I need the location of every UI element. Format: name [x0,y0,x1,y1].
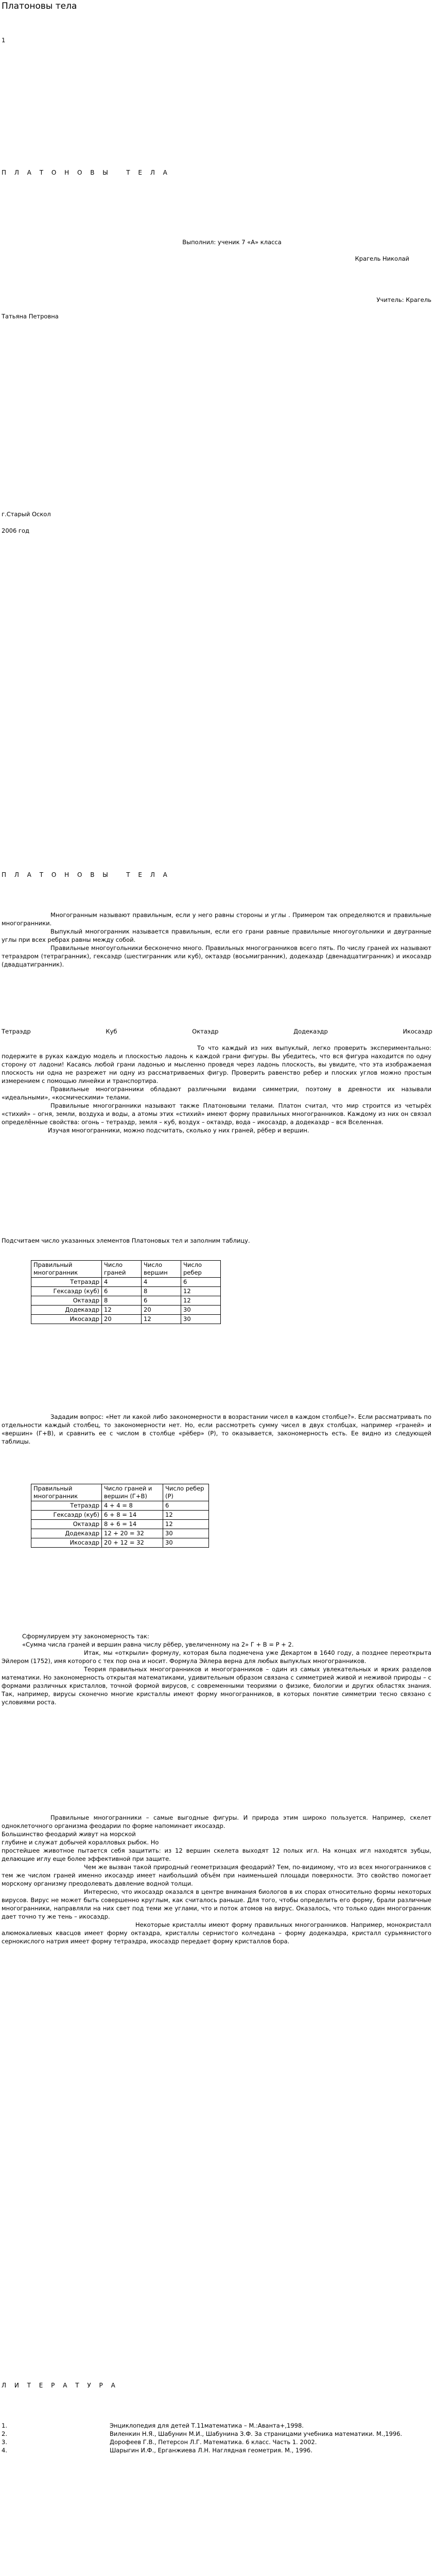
list-item [2,2438,431,2446]
list-item-text: Энциклопедия для детей Т.11математика – М.:Аванта+,1998. [110,2422,304,2429]
place: г.Старый Оскол [2,511,51,518]
body-text-2 [2,1413,431,1446]
intro-paragraph: Многогранным называют правильным, если у него равны стороны и углы . Примером так определяются и правильные многогранники. [2,911,431,927]
figure-label-octahedron: Октаэдр [192,1028,219,1035]
table-cell: Додекаэдр [31,1529,102,1538]
figure-label-tetrahedron: Тетраэдр [2,1028,31,1035]
table-cell: 8 + 6 = 14 [102,1520,163,1529]
table-cell: 20 [102,1315,142,1324]
body-paragraph: Интересно, что икосаэдр оказался в центре внимания биологов в их спорах относительно формы некоторых вирусов. Вирус не может быть совершенно круглым, как считалось раньше. Для того, чтобы определить его форму, брали различные многогранники, направляли на них свет под теми же углами, что и поток атомов на вирус. Оказалось, что только один многогранник дает точно ту же тень – икосаэдр. [2,1888,431,1920]
teacher-name: Татьяна Петровна [2,313,59,320]
list-item-text: Дорофеев Г.В., Петерсон Л.Г. Математика. 6 класс. Часть 1. 2002. [110,2438,317,2446]
table-cell: 12 [163,1511,209,1520]
list-item [2,2446,431,2454]
body-paragraph: Изучая многогранники, можно подсчитать, сколько у них граней, рёбер и вершин. [48,1127,309,1134]
list-item-text: Виленкин Н.Я., Шабунин М.И., Шабунина З.Ф. За страницами учебника математики. М.,1996. [110,2430,403,2437]
figure-label-cube: Куб [106,1028,117,1035]
list-item-number: 2. [2,2430,7,2437]
table-cell: 30 [163,1538,209,1548]
table-row [31,1306,221,1315]
page-number: 1 [2,37,6,44]
list-item-number: 4. [2,2447,7,2454]
table-cell: 6 + 8 = 14 [102,1511,163,1520]
body-paragraph: Чем же вызван такой природный геометризация феодарий? Тем, по-видимому, что из всех многогранников с тем же числом граней именно икосаэдр имеет наибольший объём при наименьшей площади поверхности. Это свойство помогает морскому организму преодолевать давление водной толщи. [2,1863,431,1887]
body-paragraph: Итак, мы «открыли» формулу, которая была подмечена уже Декартом в 1640 году, а позднее переоткрыта Эйлером (1752), имя которого с тех пор она и носит. Формула Эйлера верна для любых выпуклых многогранников. [2,1649,431,1665]
table-cell: 30 [181,1315,221,1324]
table-cell: 12 + 20 = 32 [102,1529,163,1538]
main-heading: П Л А Т О Н О В Ы Т Е Л А [2,169,170,176]
table-cell: 12 [181,1296,221,1306]
list-item [2,2430,431,2438]
table-cell: Гексаэдр (куб) [31,1287,102,1296]
table-row [31,1511,209,1520]
table-cell: 20 [142,1306,181,1315]
table-row [31,1538,209,1548]
table-cell: 8 [142,1287,181,1296]
document-title: Платоновы тела [2,1,77,11]
section-heading: П Л А Т О Н О В Ы Т Е Л А [2,871,170,878]
elements-table [31,1260,221,1324]
table-header-cell: Правильный многогранник [31,1261,102,1278]
body-paragraph: Правильные многогранники называют также Платоновыми телами. Платон считал, что мир строится из четырёх «стихий» – огня, земли, воздуха и воды, а атомы этих «стихий» имеют форму правильных многогранников. Каждому из них он связал определённые свойства: огонь – тетраэдр, земля – куб, воздух – октаэдр, вода – икосаэдр, а додекаэдр – вся Вселенная. [2,1102,431,1126]
table-header-cell: Правильный многогранник [31,1484,102,1501]
year: 2006 год [2,527,29,534]
table-header-cell: Число граней и вершин (Г+В) [102,1484,163,1501]
intro-text [2,911,431,969]
sum-table [31,1484,209,1548]
body-paragraph: глубине и служат добычей коралловых рыбок. Но [2,1839,159,1846]
table-row [31,1501,209,1511]
table-cell: Икосаэдр [31,1538,102,1548]
table-row [31,1278,221,1287]
table-cell: 30 [181,1306,221,1315]
table-cell: 8 [102,1296,142,1306]
body-text-4 [2,1814,431,1945]
body-paragraph: Большинство феодарий живут на морской [2,1831,136,1838]
table-row [31,1529,209,1538]
figure-labels [2,1027,432,1036]
author-name: Крагель Николай [355,255,409,262]
body-text-1 [2,1044,431,1134]
table-cell: 4 + 4 = 8 [102,1501,163,1511]
table-cell: 6 [181,1278,221,1287]
table-cell: Икосаэдр [31,1315,102,1324]
table-header-cell: Число ребер [181,1261,221,1278]
table-cell: 4 [142,1278,181,1287]
figure-label-icosahedron: Икосаэдр [403,1028,432,1035]
list-item [2,2421,431,2430]
body-paragraph: Правильные многогранники – самые выгодные фигуры. И природа этим широко пользуется. Например, скелет одноклеточного организма феодарии по форме напоминает икосаэдр. [2,1814,431,1829]
intro-paragraph: Правильные многоугольники бесконечно много. Правильных многогранников всего пять. По числу граней их называют тетраэдром (тетрагранник), гексаэдр (шестигранник или куб), октаэдр (восьмигранник), додекаэдр (двенадцатигранник) и икосаэдр (двадцатигранник). [2,944,431,968]
table-row [31,1287,221,1296]
table-cell: 20 + 12 = 32 [102,1538,163,1548]
table-cell: 12 [181,1287,221,1296]
table-cell: 12 [163,1520,209,1529]
list-item-text: Шарыгин И.Ф., Ерганжиева Л.Н. Наглядная геометрия. М., 1996. [110,2447,312,2454]
body-paragraph: То что каждый из них выпуклый, легко проверить экспериментально: подержите в руках каждую модель и плоскостью ладонь к каждой грани фигуры. Вы убедитесь, что вся фигура находится по одну сторону от ладони! Касаясь любой грани ладонью и мысленно проведя через ладонь плоскость, вы увидите, что эта изображаемая плоскость ни одна не разрежет ни одну из рассматриваемых фигур. Проверить равенство ребер и плоских углов можно простым измерением с помощью линейки и транспортира. [2,1044,431,1084]
table-header-cell: Число ребер (Р) [163,1484,209,1501]
table-row [31,1520,209,1529]
table-header-row [31,1484,209,1501]
intro-paragraph: Выпуклый многогранник называется правильным, если его грани равные правильные многоугольники и двугранные углы при всех ребрах равны между собой. [2,928,431,943]
teacher-line: Учитель: Крагель [376,296,431,303]
table-row [31,1315,221,1324]
table-header-cell: Число граней [102,1261,142,1278]
body-paragraph: Зададим вопрос: «Нет ли какой либо закономерности в возрастании чисел в каждом столбце?». Если рассматривать по отдельности каждый столбец, то закономерности нет. Но, если рассмотреть сумму чисел в двух столбцах, например «граней» и «вершин» (Г+В), и сравнить ее с числом в столбце «рёбер» (Р), то оказывается, закономерность есть. Ее видно из следующей таблицы. [2,1413,431,1445]
table-header-row [31,1261,221,1278]
table-cell: 6 [163,1501,209,1511]
literature-heading: Л И Т Е Р А Т У Р А [2,2382,118,2389]
body-paragraph: Некоторые кристаллы имеют форму правильных многогранников. Например, монокристалл алюмокалиевых квасцов имеет форму октаэдра, кристаллы сернистого колчедана – форму додекаэдра, кристалл сурьмянистого сернокислого натрия имеет форму тетраэдра, икосаэдр передает форму кристаллов бора. [2,1921,431,1945]
figure-label-dodecahedron: Додекаэдр [293,1028,328,1035]
body-paragraph: Правильные многогранники обладают различными видами симметрии, поэтому в древности их называли «идеальными», «космическими» телами. [2,1086,431,1101]
body-paragraph: Теория правильных многогранников и многогранников – один из самых увлекательных и ярких разделов математики. Но закономерность открытая математиками, удивительным образом связана с симметрией живой и неживой природы – с формами различных кристаллов, точной формой вирусов, с современными теориями о физике, биологии и других областях знания. Так, например, вирусы сконечно многие кристаллы имеют форму многогранников, в которых понятие симметрии тесно связано с условиями роста. [2,1666,431,1706]
table-cell: Тетраэдр [31,1278,102,1287]
table-cell: Октаэдр [31,1296,102,1306]
table-row [31,1296,221,1306]
table1-intro: Подсчитаем число указанных элементов Платоновых тел и заполним таблицу. [2,1237,250,1244]
table-cell: Додекаэдр [31,1306,102,1315]
table-cell: Тетраэдр [31,1501,102,1511]
table-cell: 12 [102,1306,142,1315]
list-item-number: 1. [2,2422,7,2429]
list-item-number: 3. [2,2438,7,2446]
literature-list [2,2421,431,2454]
body-text-3 [2,1632,431,1706]
table-cell: 4 [102,1278,142,1287]
table-cell: Октаэдр [31,1520,102,1529]
author-line: Выполнил: ученик 7 «А» класса [182,239,282,246]
body-paragraph: простейшее животное пытается себя защитить: из 12 вершин скелета выходят 12 полых игл. На концах игл находятся зубцы, делающие иглу еще более эффективной при защите. [2,1847,431,1862]
table-cell: Гексаэдр (куб) [31,1511,102,1520]
body-paragraph: Сформулируем эту закономерность так: [22,1633,149,1640]
body-paragraph: «Сумма числа граней и вершин равна числу рёбер, увеличенному на 2» Г + В = Р + 2. [22,1641,294,1648]
table-cell: 12 [142,1315,181,1324]
table-header-cell: Число вершин [142,1261,181,1278]
table-cell: 6 [142,1296,181,1306]
table-cell: 30 [163,1529,209,1538]
table-cell: 6 [102,1287,142,1296]
